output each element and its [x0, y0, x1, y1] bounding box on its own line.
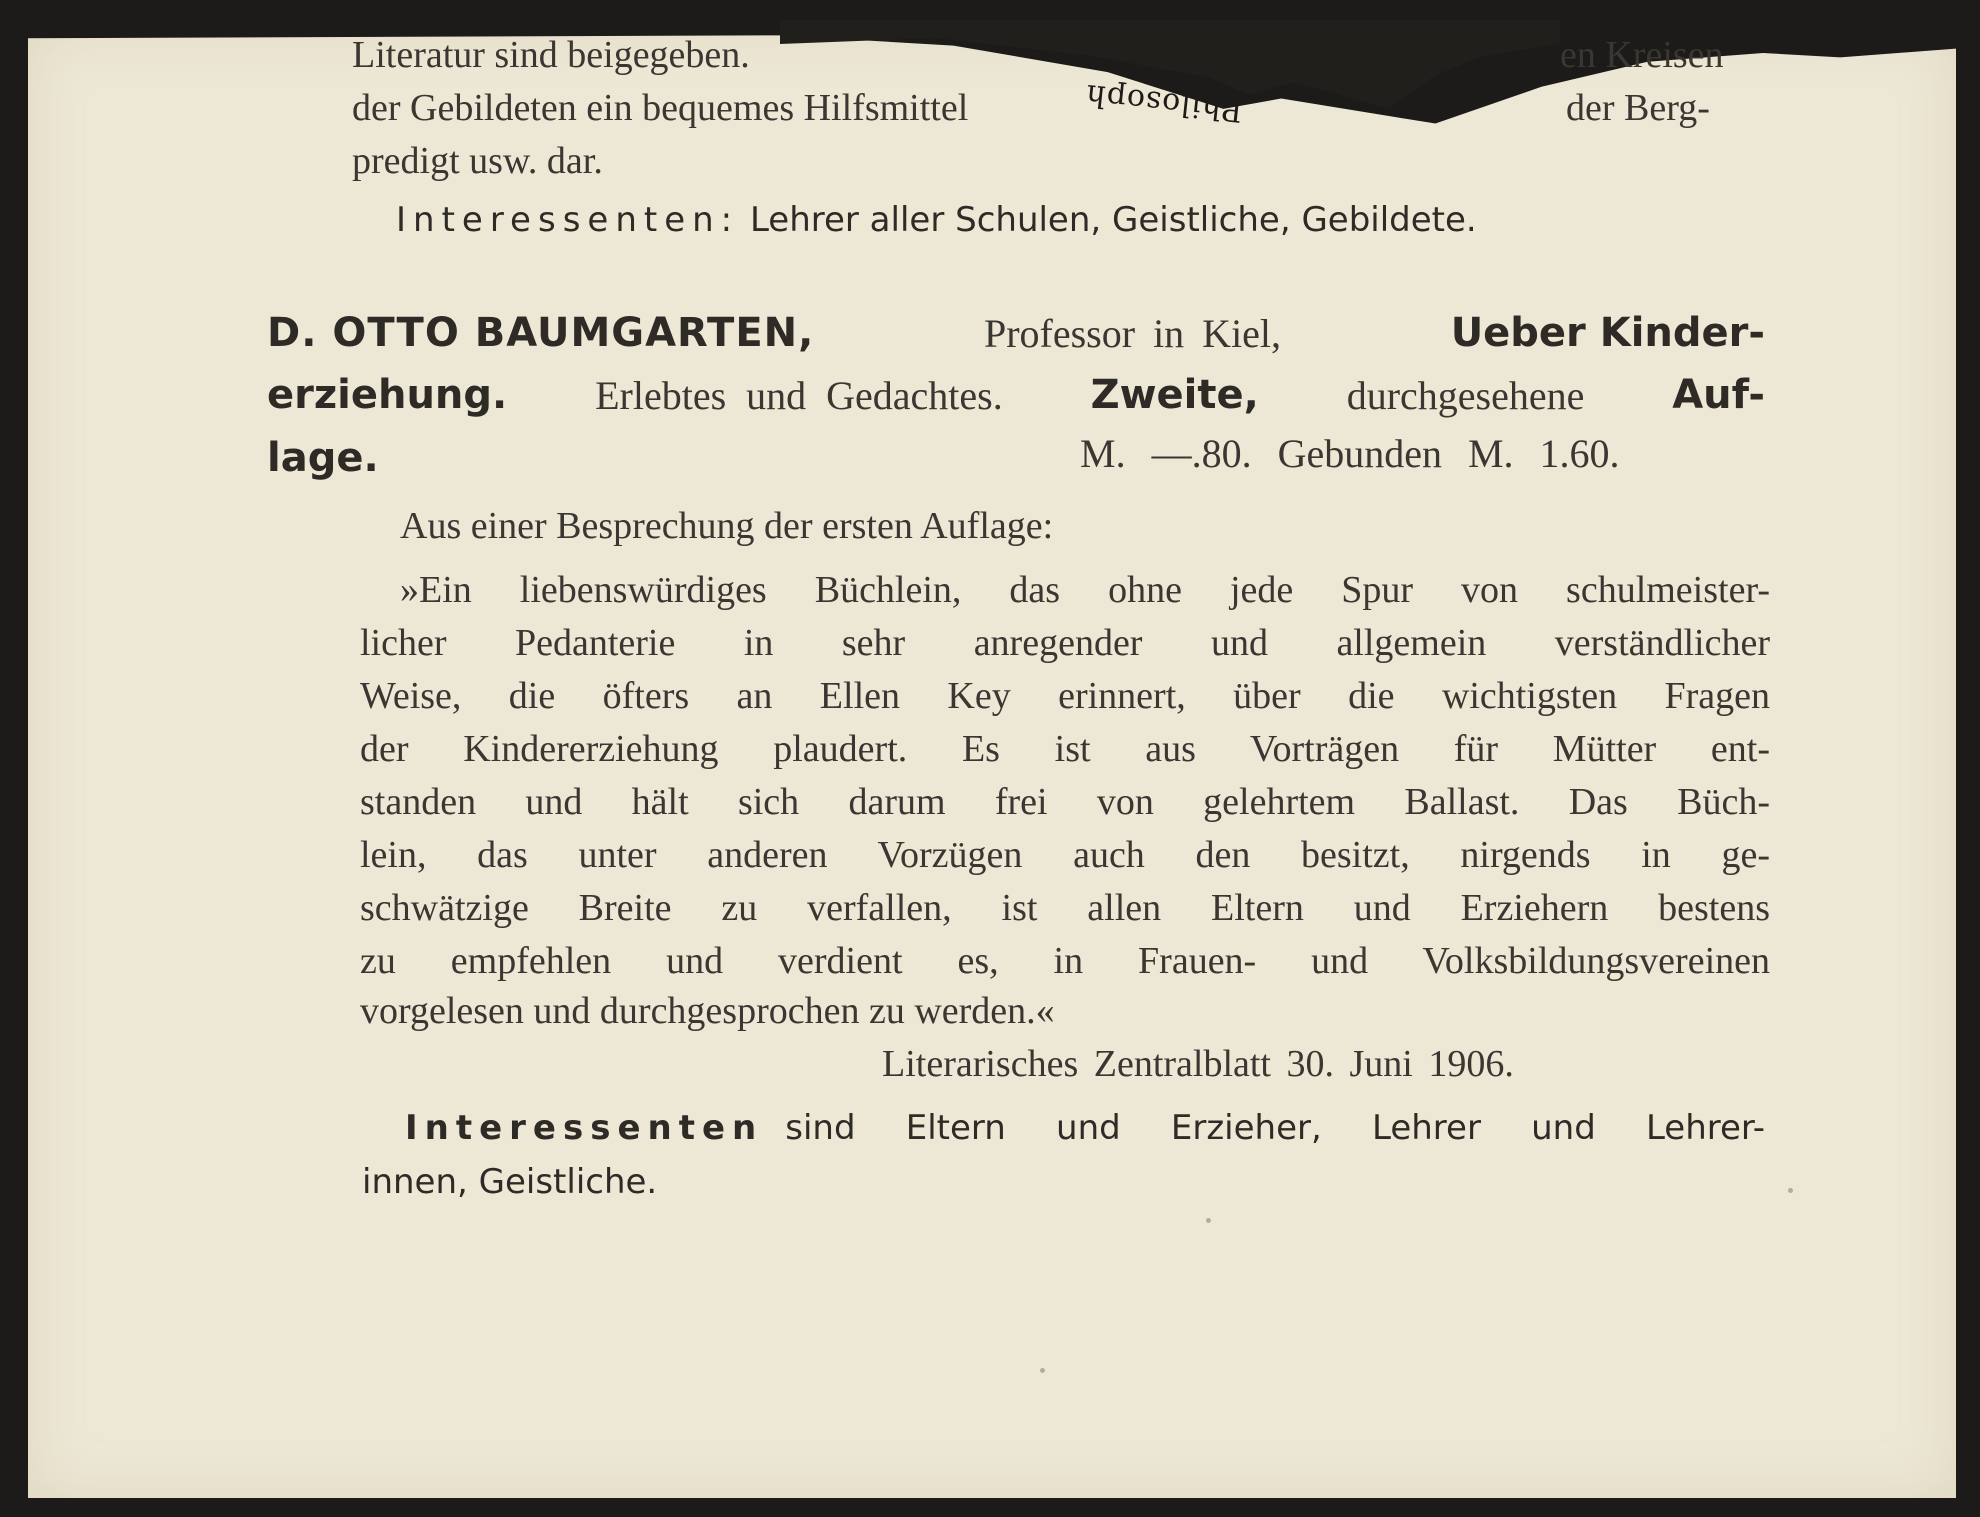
- review-intro: Aus einer Besprechung der ersten Auflage:: [400, 505, 1054, 547]
- top-interessenten: [396, 200, 1477, 240]
- entry-heading-line-1: [267, 310, 1765, 357]
- interessenten-text-1: sind Eltern und Erzieher, Lehrer und Lehrer-: [785, 1108, 1765, 1148]
- top-line-2-right: der Berg-: [1566, 87, 1710, 129]
- review-line-1: »Ein liebenswürdiges Büchlein, das ohne jede Spur von schulmeister-: [400, 569, 1770, 611]
- review-line-8: zu empfehlen und verdient es, in Frauen- und Volksbildungsvereinen: [360, 940, 1770, 982]
- interessenten-line-2: innen, Geistliche.: [362, 1162, 658, 1202]
- show-through-text: Philosoph: [1083, 76, 1245, 129]
- entry-heading-line-2: [267, 372, 1765, 419]
- review-line-4: der Kindererziehung plaudert. Es ist aus Vorträgen für Mütter ent-: [360, 728, 1770, 770]
- interessenten-label: Interessenten: [405, 1108, 764, 1148]
- review-source: Literarisches Zentralblatt 30. Juni 1906.: [882, 1043, 1514, 1085]
- price: M. —.80. Gebunden M. 1.60.: [1080, 431, 1620, 476]
- author-name: D. OTTO BAUMGARTEN,: [267, 310, 815, 356]
- review-line-3: Weise, die öfters an Ellen Key erinnert, über die wichtigsten Fragen: [360, 675, 1770, 717]
- book-subtitle: Erlebtes und Gedachtes.: [595, 373, 1003, 418]
- review-line-5: standen und hält sich darum frei von gelehrtem Ballast. Das Büch-: [360, 781, 1770, 823]
- review-line-2: licher Pedanterie in sehr anregender und allgemein verständlicher: [360, 622, 1770, 664]
- interessenten-line-1: [405, 1108, 1765, 1148]
- top-line-2-left: der Gebildeten ein bequemes Hilfsmittel: [352, 87, 969, 129]
- review-line-7: schwätzige Breite zu verfallen, ist allen Eltern und Erziehern bestens: [360, 887, 1770, 929]
- book-title-part-1: Ueber Kinder-: [1450, 310, 1765, 356]
- top-line-1-left: Literatur sind beigegeben.: [352, 34, 750, 76]
- edition-word: Zweite,: [1090, 372, 1259, 418]
- edition-word-2-a: Auf-: [1672, 372, 1765, 418]
- book-title-part-2: erziehung.: [267, 372, 508, 418]
- top-line-1-right: en Kreisen: [1560, 34, 1724, 76]
- edition-word-2-b: lage.: [267, 435, 379, 481]
- top-interessenten-label: Interessenten:: [396, 200, 740, 240]
- top-interessenten-text: Lehrer aller Schulen, Geistliche, Gebildete.: [749, 200, 1477, 240]
- author-role: Professor in Kiel,: [983, 311, 1282, 356]
- review-line-9: vorgelesen und durchgesprochen zu werden.«: [360, 990, 1055, 1032]
- review-line-6: lein, das unter anderen Vorzügen auch den besitzt, nirgends in ge-: [360, 834, 1770, 876]
- edition-text: durchgesehene: [1346, 373, 1585, 418]
- top-line-3: predigt usw. dar.: [352, 140, 603, 182]
